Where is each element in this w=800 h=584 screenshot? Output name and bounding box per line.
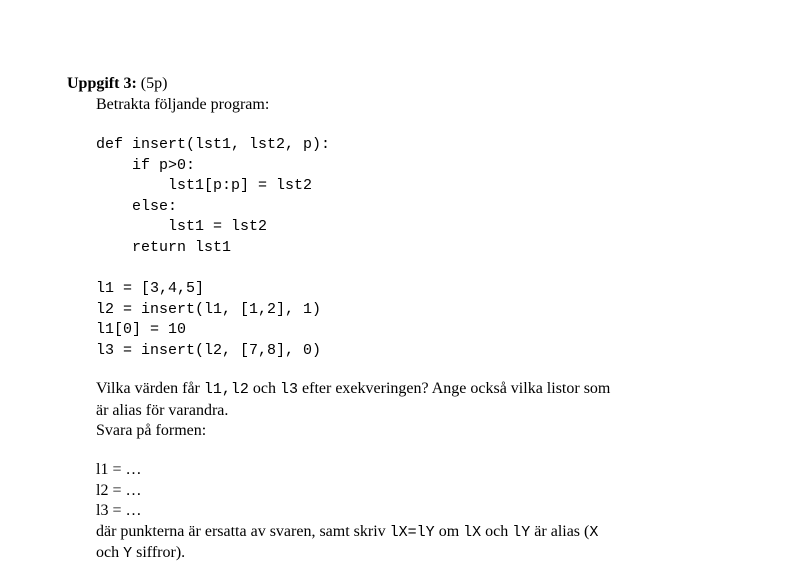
inline-code: l1,l2 xyxy=(203,381,249,398)
inline-code: lY xyxy=(512,523,531,541)
instruction-text-part: och xyxy=(96,544,124,561)
code-line: if p>0: xyxy=(96,156,196,174)
instruction-text-part: där punkterna är ersatta av svaren, samt skriv xyxy=(96,522,390,540)
code-line: lst1 = lst2 xyxy=(96,218,268,236)
code-line: return lst1 xyxy=(96,238,232,256)
code-line: def insert(lst1, lst2, p): xyxy=(96,136,331,153)
question-line-3: Svara på formen: xyxy=(96,422,207,439)
code-listing xyxy=(96,135,330,362)
question-text xyxy=(96,379,610,442)
task-points: (5p) xyxy=(140,75,168,92)
inline-code: X xyxy=(589,523,599,541)
question-line-2: är alias för varandra. xyxy=(96,401,229,419)
answer-template-l3: l3 = … xyxy=(96,502,142,519)
answer-template-l1: l1 = … xyxy=(96,461,142,478)
instruction-text-part: är alias ( xyxy=(530,522,590,540)
answer-template-l2: l2 = … xyxy=(96,481,142,499)
code-line: lst1[p:p] = lst2 xyxy=(96,177,313,195)
code-line: l1 = [3,4,5] xyxy=(96,280,205,298)
code-line: l2 = insert(l1, [1,2], 1) xyxy=(96,300,322,318)
inline-code: Y xyxy=(123,545,133,562)
instruction-text-part: och xyxy=(481,522,513,540)
inline-code: l3 xyxy=(280,381,299,398)
question-line-1 xyxy=(96,379,610,401)
instruction-text-part: siffror). xyxy=(132,544,186,561)
question-text-part: efter exekveringen? Ange också vilka listor som xyxy=(298,380,611,397)
instruction-text-part: om xyxy=(434,522,464,540)
code-line: l3 = insert(l2, [7,8], 0) xyxy=(96,341,322,359)
code-line: l1[0] = 10 xyxy=(96,321,187,339)
task-title: Uppgift 3: xyxy=(67,75,137,92)
question-text-part: Vilka värden får xyxy=(96,380,204,397)
task-heading xyxy=(67,74,167,94)
code-line xyxy=(96,259,330,280)
intro-text: Betrakta följande program: xyxy=(96,96,270,113)
answer-format xyxy=(96,460,598,565)
question-text-part: och xyxy=(248,380,280,397)
instruction-line-1 xyxy=(96,522,598,544)
inline-code: lX=lY xyxy=(389,523,435,541)
inline-code: lX xyxy=(463,523,482,541)
instruction-line-2 xyxy=(96,543,598,565)
code-line: else: xyxy=(96,197,178,215)
